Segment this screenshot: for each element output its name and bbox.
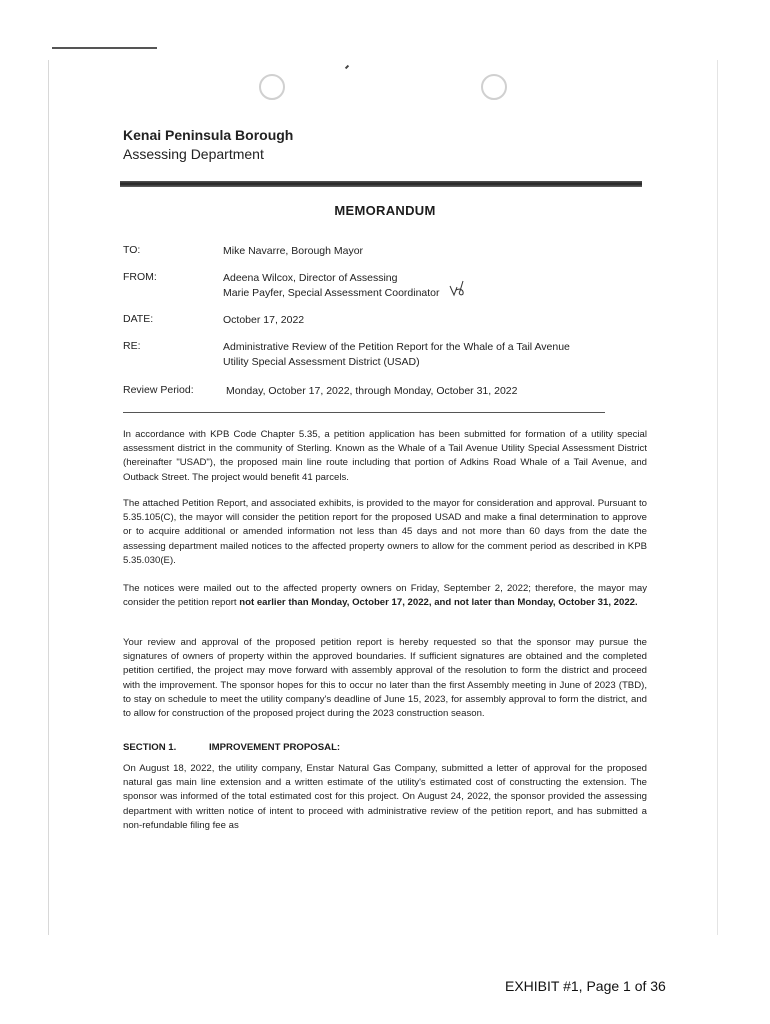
page-left-edge xyxy=(48,60,49,935)
date-label: DATE: xyxy=(123,313,154,325)
punch-hole-left xyxy=(259,74,285,100)
paragraph-review-request: Your review and approval of the proposed petition report is hereby requested so that the sponsor may pursue the signatures of owners of property within the approved boundaries. If sufficient signatures are obtained and the completed petition certified, the project may move forward with assembly approval of the resolution to form the district and proceed with the improvement. The sponsor hopes for this to occur no later than the first Assembly meeting in June of 2023 (TBD), to stay on schedule to meet the utility company's deadline of June 15, 2023, for assembly approval to form the district, and to allow for construction of the proposed project during the 2023 construction season. xyxy=(123,637,647,720)
initials-signature xyxy=(448,278,468,298)
re-line: Administrative Review of the Petition Report for the Whale of a Tail Avenue xyxy=(223,341,570,353)
organization-name: Kenai Peninsula Borough xyxy=(123,127,294,143)
memo-divider xyxy=(123,412,605,413)
paragraph-notices xyxy=(123,582,647,610)
to-value xyxy=(223,244,363,259)
paragraph-petition-report: The attached Petition Report, and associated exhibits, is provided to the mayor for consideration and approval. Pursuant to 5.35.105(C), the mayor will consider the petition report for the proposed USAD and make a final determination to approve or to acquire additional or amended information not less than 45 days and not more than 60 days from the date the assessing department mailed notices to the affected property owners to allow for the comment period as described in KPB 5.35.030(E). xyxy=(123,498,647,566)
section-number: SECTION 1. xyxy=(123,742,177,753)
paragraph-intro: In accordance with KPB Code Chapter 5.35, a petition application has been submitted for formation of a utility special assessment district in the community of Sterling. Known as the Whale of a Tail Avenue Utility Special Assessment District (hereinafter "USAD"), the proposed main line route including that portion of Adkins Road Whale of a Tail Avenue, and Outback Street. The project would benefit 41 parcels. xyxy=(123,429,647,483)
from-line: Marie Payfer, Special Assessment Coordinator xyxy=(223,287,440,299)
review-period-value xyxy=(226,384,517,399)
to-label: TO: xyxy=(123,244,141,256)
header-rule xyxy=(120,181,642,187)
memo-title: MEMORANDUM xyxy=(334,203,436,218)
notices-deadline: not earlier than Monday, October 17, 2022, and not later than Monday, October 31, 2022. xyxy=(239,597,638,609)
date-value xyxy=(223,313,304,328)
review-period-label: Review Period: xyxy=(123,384,194,396)
date-line: October 17, 2022 xyxy=(223,314,305,326)
exhibit-page-label: EXHIBIT #1, Page 1 of 36 xyxy=(505,978,666,994)
paragraph-improvement-proposal: On August 18, 2022, the utility company, Enstar Natural Gas Company, submitted a letter of approval for the proposed natural gas main line extension and a written estimate of the utility's estimated cost of constructing the extension. The sponsor was informed of the total estimated cost for this project. On August 24, 2022, the sponsor provided the assessing department with written notice of intent to proceed with administrative review of the petition report, and has submitted a non-refundable filing fee as xyxy=(123,763,647,831)
section-title: IMPROVEMENT PROPOSAL: xyxy=(209,742,341,753)
review-period-line: Monday, October 17, 2022, through Monday, October 31, 2022 xyxy=(226,385,518,397)
from-line: Adeena Wilcox, Director of Assessing xyxy=(223,272,398,284)
re-line: Utility Special Assessment District (USAD) xyxy=(223,356,420,368)
punch-hole-right xyxy=(481,74,507,100)
from-label: FROM: xyxy=(123,271,157,283)
scan-speck xyxy=(345,65,349,69)
re-value xyxy=(223,340,570,370)
department-name: Assessing Department xyxy=(123,146,264,162)
section-heading xyxy=(123,742,341,753)
re-label: RE: xyxy=(123,340,141,352)
from-value xyxy=(223,271,440,301)
notices-text: The notices were mailed out to the affected property owners on Friday, September 2, 2022; therefore, the mayor may consider the petition report xyxy=(123,583,647,609)
scan-edge-mark xyxy=(52,47,157,49)
page-right-edge xyxy=(717,60,718,935)
to-line: Mike Navarre, Borough Mayor xyxy=(223,245,364,257)
